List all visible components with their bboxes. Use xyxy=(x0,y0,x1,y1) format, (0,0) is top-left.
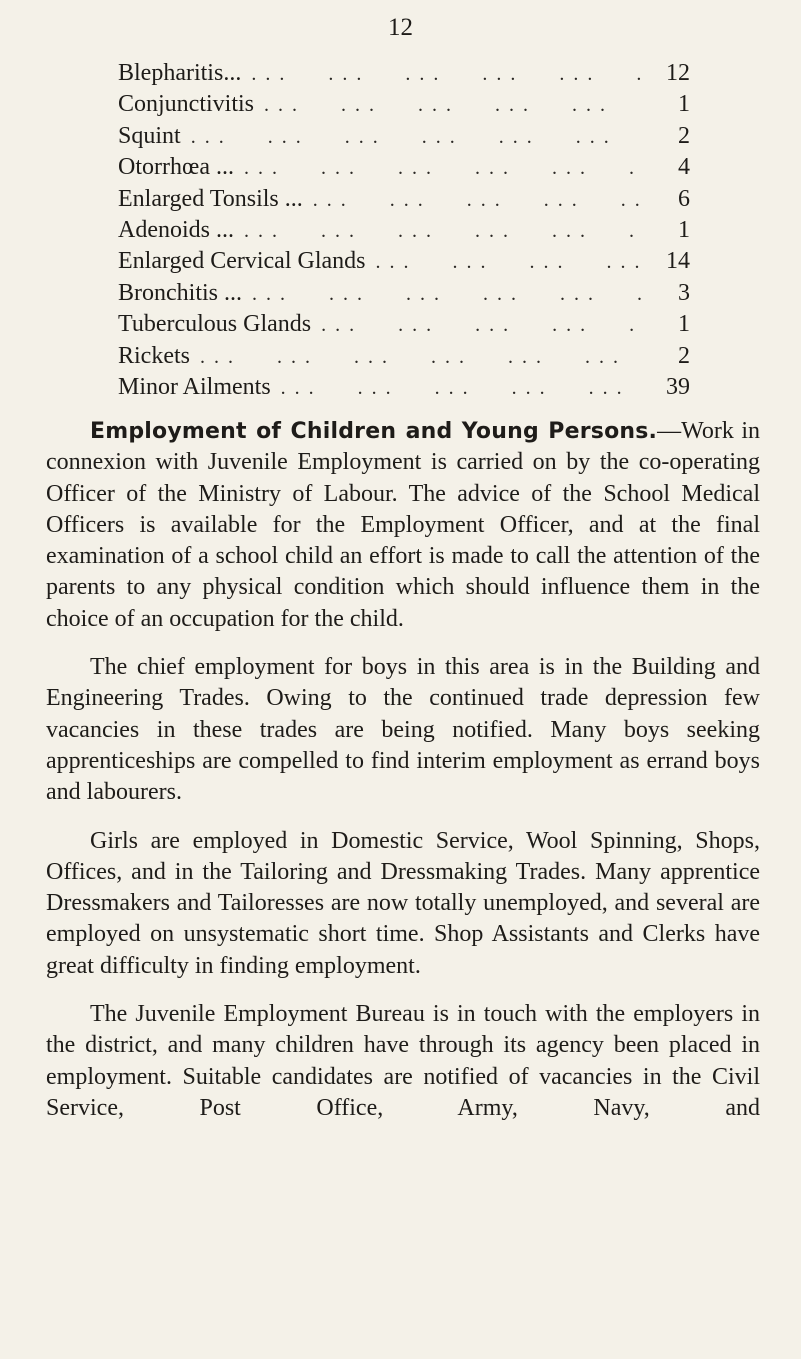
ailment-count: 4 xyxy=(678,154,690,181)
dot-leader xyxy=(200,342,644,373)
ailment-name: Enlarged Tonsils ... xyxy=(118,185,303,212)
ailment-count: 14 xyxy=(666,248,690,275)
dot-leader xyxy=(313,185,644,216)
ailment-count: 6 xyxy=(678,185,690,212)
ailment-count: 2 xyxy=(678,342,690,369)
ailment-name: Blepharitis... xyxy=(118,60,242,86)
paragraph-4: The Juvenile Employment Bureau is in touch with the employers in the district, and many children have through its agency been placed in employment. Suitable candidates are notified of vacancies in the Civil Service, Post Office, Army, Navy, and xyxy=(46,1001,760,1121)
ailment-count: 12 xyxy=(666,60,690,86)
ailment-row xyxy=(118,278,690,309)
ailment-name: Otorrhœa ... xyxy=(118,154,234,181)
paragraph-2: The chief employment for boys in this area is in the Building and Engineering Trades. Owing to the continued trade depression few vacancies in these trades are being notified. Many boys seeking apprenticeships are compelled to find interim employment as errand boys and labourers. xyxy=(46,654,760,806)
ailment-name: Squint xyxy=(118,122,181,149)
paragraph-3: Girls are employed in Domestic Service, Wool Spinning, Shops, Offices, and in the Tailoring and Dressmaking Trades. Many apprentice Dressmakers and Tailoresses are now totally unemployed, and several are employed on unsystematic short time. Shop Assistants and Clerks have great difficulty in finding employment. xyxy=(46,827,760,979)
ailment-name: Bronchitis ... xyxy=(118,279,242,306)
ailment-name: Enlarged Cervical Glands xyxy=(118,248,366,275)
ailment-table xyxy=(118,58,690,403)
dot-leader xyxy=(252,279,644,310)
dot-leader xyxy=(321,310,644,341)
ailment-row xyxy=(118,215,690,246)
page-number: 12 xyxy=(388,14,413,41)
dot-leader xyxy=(251,59,644,90)
ailment-count: 39 xyxy=(666,373,690,400)
ailment-row xyxy=(118,89,690,120)
paragraph-1-text: —Work in connexion with Juvenile Employment is carried on by the co-operating Officer of the Ministry of Labour. The advice of the School Medical Officers is available for the Employment Officer, and at the final examination of a school child an effort is made to call the attention of the parents to any physical condition which should influence them in the choice of an occupation for the child. xyxy=(46,418,761,632)
ailment-name: Adenoids ... xyxy=(118,216,234,243)
ailment-count: 1 xyxy=(678,216,690,243)
dot-leader xyxy=(191,122,644,153)
ailment-count: 3 xyxy=(678,279,690,306)
dot-leader xyxy=(244,216,644,247)
ailment-row xyxy=(118,121,690,152)
ailment-name: Tuberculous Glands xyxy=(118,311,312,338)
ailment-row xyxy=(118,341,690,372)
ailment-row xyxy=(118,372,690,403)
paragraph-1 xyxy=(46,416,760,635)
ailment-name: Rickets xyxy=(118,342,190,369)
ailment-row xyxy=(118,184,690,215)
ailment-count: 1 xyxy=(678,311,690,338)
ailment-count: 2 xyxy=(678,122,690,149)
dot-leader xyxy=(375,247,644,278)
ailment-row xyxy=(118,309,690,340)
employment-section xyxy=(46,416,760,1141)
dot-leader xyxy=(281,373,644,404)
dot-leader xyxy=(244,153,644,184)
ailment-name: Conjunctivitis xyxy=(118,91,255,118)
ailment-row xyxy=(118,58,690,89)
ailment-row xyxy=(118,246,690,277)
ailment-count: 1 xyxy=(678,91,690,118)
ailment-name: Minor Ailments xyxy=(118,373,271,400)
dot-leader xyxy=(264,90,644,121)
section-heading: Employment of Children and Young Persons. xyxy=(90,419,658,444)
ailment-row xyxy=(118,152,690,183)
